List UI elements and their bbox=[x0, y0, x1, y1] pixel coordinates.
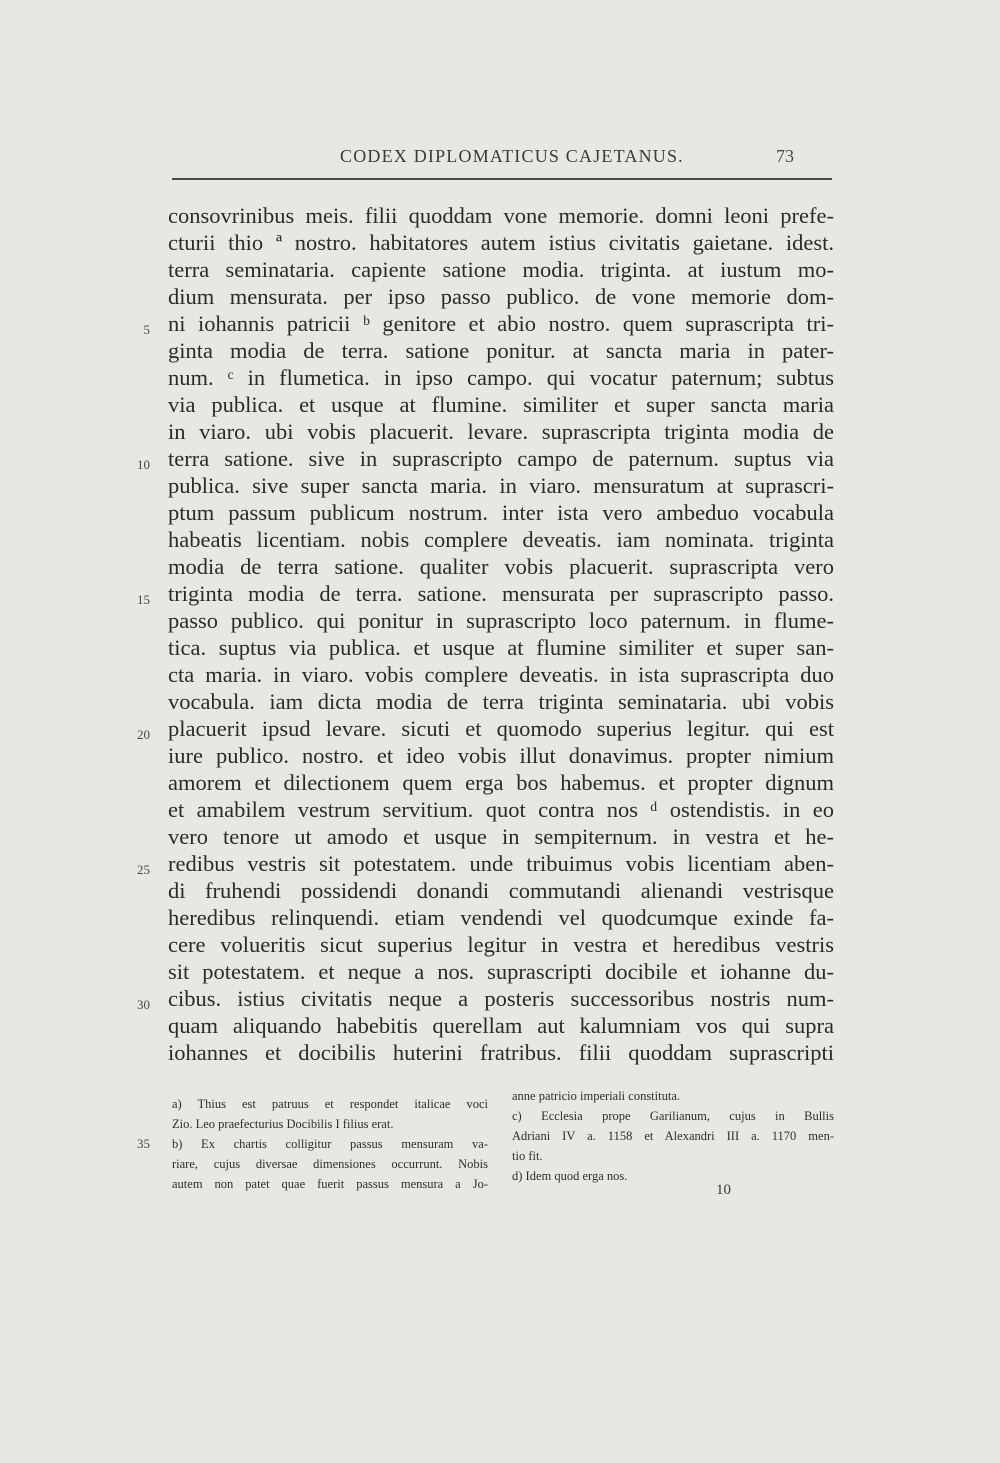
text-line: cta maria. in viaro. vobis complere deveatis. in ista suprascripta duo bbox=[168, 662, 834, 687]
text-line: cturii thio ª nostro. habitatores autem istius civitatis gaietane. idest. bbox=[168, 230, 834, 255]
text-line: amorem et dilectionem quem erga bos habemus. et propter dignum bbox=[168, 770, 834, 795]
text-line: consovrinibus meis. filii quoddam vone memorie. domni leoni prefe- bbox=[168, 203, 834, 228]
line-number: 20 bbox=[137, 727, 150, 742]
text-line: ni iohannis patricii ᵇ genitore et abio nostro. quem suprascripta tri- bbox=[168, 311, 834, 336]
footnote-line: anne patricio imperiali constituta. bbox=[512, 1089, 680, 1103]
text-line: redibus vestris sit potestatem. unde tribuimus vobis licentiam aben- bbox=[168, 851, 834, 876]
text-line: ptum passum publicum nostrum. inter ista vero ambeduo vocabula bbox=[168, 500, 834, 525]
text-line: terra satione. sive in suprascripto campo de paternum. suptus via bbox=[168, 446, 834, 471]
text-line: et amabilem vestrum servitium. quot contra nos ᵈ ostendistis. in eo bbox=[168, 797, 834, 822]
text-line: dium mensurata. per ipso passo publico. de vone memorie dom- bbox=[168, 284, 834, 309]
header-rule bbox=[172, 178, 832, 180]
text-line: sit potestatem. et neque a nos. suprascripti docibile et iohanne du- bbox=[168, 959, 834, 984]
text-line: placuerit ipsud levare. sicuti et quomodo superius legitur. qui est bbox=[168, 716, 834, 741]
text-line: via publica. et usque at flumine. similiter et super sancta maria bbox=[168, 392, 834, 417]
page-number: 73 bbox=[776, 146, 794, 166]
footnote-line: riare, cujus diversae dimensiones occurrunt. Nobis bbox=[172, 1157, 488, 1171]
text-line: in viaro. ubi vobis placuerit. levare. suprascripta triginta modia de bbox=[168, 419, 834, 444]
text-line: passo publico. qui ponitur in suprascripto loco paternum. in flume- bbox=[168, 608, 834, 633]
footnotes-left bbox=[172, 1094, 488, 1194]
line-number: 10 bbox=[137, 457, 150, 472]
text-line: modia de terra satione. qualiter vobis placuerit. suprascripta vero bbox=[168, 554, 834, 579]
text-line: publica. sive super sancta maria. in viaro. mensuratum at suprascri- bbox=[168, 473, 834, 498]
footnote-line: c) Ecclesia prope Garilianum, cujus in Bullis bbox=[512, 1109, 834, 1123]
text-line: iohannes et docibilis huterini fratribus. filii quoddam suprascripti bbox=[168, 1040, 834, 1065]
signature-mark: 10 bbox=[716, 1182, 731, 1198]
line-number: 30 bbox=[137, 997, 150, 1012]
footnotes-right bbox=[512, 1086, 834, 1186]
footnote-line: Adriani IV a. 1158 et Alexandri III a. 1170 men- bbox=[512, 1129, 834, 1143]
text-line: cere volueritis sicut superius legitur in vestra et heredibus vestris bbox=[168, 932, 834, 957]
text-line: iure publico. nostro. et ideo vobis illut donavimus. propter nimium bbox=[168, 743, 834, 768]
text-line: vero tenore ut amodo et usque in sempiternum. in vestra et he- bbox=[168, 824, 834, 849]
text-line: di fruhendi possidendi donandi commutandi alienandi vestrisque bbox=[168, 878, 834, 903]
text-line: terra seminataria. capiente satione modia. triginta. at iustum mo- bbox=[168, 257, 834, 282]
footnote-line: d) Idem quod erga nos. bbox=[512, 1169, 628, 1183]
text-line: vocabula. iam dicta modia de terra triginta seminataria. ubi vobis bbox=[168, 689, 834, 714]
text-line: triginta modia de terra. satione. mensurata per suprascripto passo. bbox=[168, 581, 834, 606]
text-line: cibus. istius civitatis neque a posteris successoribus nostris num- bbox=[168, 986, 834, 1011]
text-line: quam aliquando habebitis querellam aut kalumniam vos qui supra bbox=[168, 1013, 834, 1038]
line-number: 25 bbox=[137, 862, 150, 877]
running-title: CODEX DIPLOMATICUS CAJETANUS. bbox=[340, 146, 684, 166]
line-number: 15 bbox=[137, 592, 150, 607]
running-head bbox=[0, 146, 1000, 170]
text-line: heredibus relinquendi. etiam vendendi vel quodcumque exinde fa- bbox=[168, 905, 834, 930]
text-line: habeatis licentiam. nobis complere deveatis. iam nominata. triginta bbox=[168, 527, 834, 552]
line-number: 5 bbox=[143, 322, 150, 337]
line-number: 35 bbox=[137, 1136, 150, 1151]
footnote-line: tio fit. bbox=[512, 1149, 543, 1163]
text-line: tica. suptus via publica. et usque at flumine similiter et super san- bbox=[168, 635, 834, 660]
footnote-line: b) Ex chartis colligitur passus mensuram va- bbox=[172, 1137, 488, 1151]
footnote-line: autem non patet quae fuerit passus mensura a Jo- bbox=[172, 1177, 488, 1191]
footnote-line: Zio. Leo praefecturius Docibilis I filius erat. bbox=[172, 1117, 394, 1131]
text-line: num. ᶜ in flumetica. in ipso campo. qui vocatur paternum; subtus bbox=[168, 365, 834, 390]
footnote-line: a) Thius est patruus et respondet italicae voci bbox=[172, 1097, 488, 1111]
text-line: ginta modia de terra. satione ponitur. at sancta maria in pater- bbox=[168, 338, 834, 363]
